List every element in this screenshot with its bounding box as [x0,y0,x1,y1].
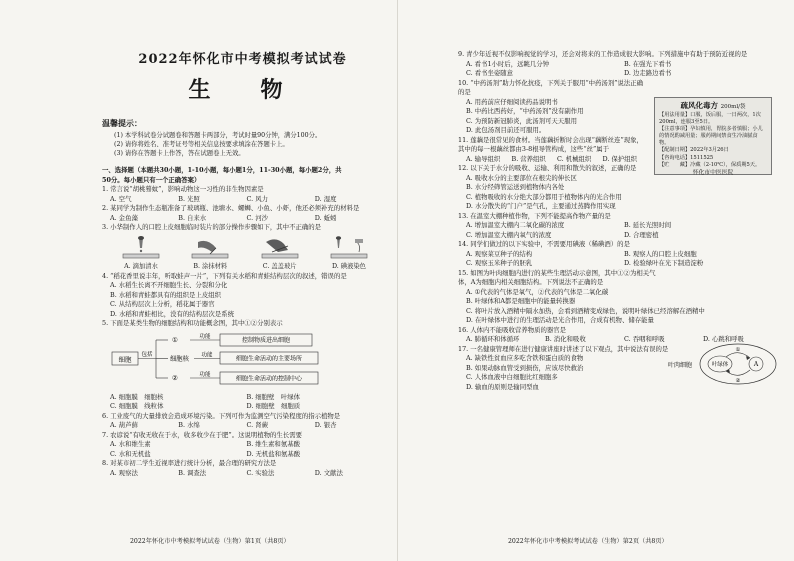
answer-option[interactable]: D. 在叶绿体中进行的生理活动是光合作用，合成有机物、储存能量 [466,316,654,324]
answer-option[interactable]: B. 中药比西药好，“中药汤剂”没有副作用 [466,107,584,115]
question-item [102,459,383,478]
answer-option[interactable]: C. 将叶片放入酒精中隔水加热，会看到酒精变成绿色，说明叶绿体已经溶解在酒精中 [466,306,705,315]
answer-option[interactable]: C. 实验法 [246,468,275,477]
answer-option[interactable]: C. 增加温室大棚内氧气的浓度 [466,230,552,239]
notice-item: (3) 请你在答题卡上作答，答在试题卷上无效。 [114,150,245,157]
question-stem: 1. 常言说“胡桃蓦蚊”，影响动物这一习性的非生物因素是 [102,185,264,193]
answer-option[interactable]: A. 吸收水分的主要部位在根尖的伸长区 [466,173,577,182]
diagram-arrow-bottom: ② [735,378,741,384]
question-item [102,204,383,223]
exam-title: 2022年怀化市中考模拟考试试卷 [138,52,347,67]
answer-option[interactable]: A. 缺铁性贫血应多吃含铁和蛋白质的食物 [466,354,584,362]
answer-option[interactable]: A. ①代表的气体是氧气，②代表的气体是二氧化碳 [466,287,609,296]
answer-option[interactable]: B. 水绵 [178,421,200,429]
answer-option[interactable]: A. 观察菜豆种子的结构 [466,249,533,258]
question-stem: 16. 人体内不能吸收营养物质的器官是 [458,325,567,334]
answer-option[interactable]: A. 空气 [110,194,132,203]
answer-option[interactable]: A. 观察法 [110,468,138,477]
step-image-c [249,236,311,271]
answer-option[interactable]: C. 风力 [246,194,269,203]
answer-option[interactable]: C. 肾蕨 [246,421,269,429]
question-item [102,185,383,204]
answer-option[interactable]: D. 无机盐和氨基酸 [246,449,301,458]
answer-option[interactable]: B. 调查法 [178,468,207,477]
answer-option[interactable]: A. 水和维生素 [110,440,151,448]
toothpick-smear-icon [188,236,232,262]
stain-dropper-icon [327,236,371,262]
exam-page-2 [397,0,794,561]
answer-options [466,155,648,165]
answer-option[interactable]: B. 在强光下看书 [624,59,672,68]
cell-concept-map [110,332,383,390]
question-stem: 5. 下面是某类生物的细胞结构和功能概念图，其中①②分别表示 [102,319,283,327]
answer-option[interactable]: B. 细胞壁 叶绿体 [246,392,300,401]
answer-option[interactable]: C. 看书坐姿随意 [466,69,514,77]
answer-option[interactable]: B. 水稻和青蛙都具有的组织是上皮组织 [110,290,222,299]
question-item [458,240,782,269]
concept-part-1: ① [172,336,178,344]
answer-option[interactable]: C. 细胞膜 线粒体 [110,402,164,410]
question-stem: 4. “稻花香里说丰年，听取蛙声一片”，下列有关水稻和青蛙结构层次的叙述，错误的是 [102,271,347,280]
question-item [102,412,383,431]
leaflet-row: 【贮 藏】冷藏（2-10℃），保质期5天。 [659,161,761,168]
question-item [458,79,648,136]
answer-option[interactable]: A. 肺循环和体循环 [466,335,520,343]
answer-options [110,393,383,412]
question-list [102,185,383,478]
answer-options [110,421,383,431]
leaflet-row: 【用法用量】口服，饭后服，一日两次，1次200ml，连服3至5日。 [659,112,761,126]
question-stem: 13. 在温室大棚种植作物，下列不能提高作物产量的是 [458,211,611,220]
answer-option[interactable]: A. 增加温室大棚内二氧化碳的浓度 [466,221,565,229]
notice-item: (2) 请你将姓名、准考证号等相关信息按要求填涂在答题卡上。 [114,141,289,148]
question-item [102,223,383,271]
answer-option[interactable]: C. 河沙 [246,213,269,222]
question-stem: 15. 如图为叶肉细胞内进行的某些生理活动示意图，其中①②为相关气体，A为细胞内相关细胞结构。下列说法不正确的是 [458,268,656,286]
coverslip-icon [258,236,302,262]
answer-option[interactable]: A. 输导组织 [466,154,501,163]
concept-function-2: 细胞生命活动的主要场所 [235,355,303,362]
question-stem: 3. 小华制作人的口腔上皮细胞临时装片的部分操作步骤如下，其中不正确的是 [102,223,322,231]
step-image-label: A. 滴加清水 [124,262,158,270]
notice-heading: 温馨提示： [102,118,142,128]
question-item [102,431,383,460]
concept-function-3: 细胞生命活动的控制中心 [235,375,303,382]
question-stem: 7. 农谚说“有收无收在于水，收多收少在于肥”。这说明植物的生长需要 [102,430,302,439]
answer-option[interactable]: D. 边走路边看书 [624,69,672,77]
answer-option[interactable]: B. 光照 [178,194,200,203]
exam-subject: 生 物 [188,77,297,103]
answer-option[interactable]: A. 用药前应仔细阅读药品说明书 [466,97,558,106]
notice-item: (1) 本学科试卷分试题卷和答题卡两部分，考试时量90分钟，满分100分。 [114,132,322,139]
answer-option[interactable]: D. 心跳和呼吸 [703,335,744,343]
concept-link-1: 功能 [199,333,211,340]
question-item [458,136,648,165]
dropper-slide-icon [119,236,163,262]
answer-option[interactable]: D. 银杏 [314,421,337,429]
question-stem: 10. “中药汤剂”助力怀化抗疫，下列关于服用“中药汤剂”说法正确的是 [458,78,644,96]
answer-option[interactable]: C. 观察玉米种子的胚乳 [466,259,533,267]
answer-option[interactable]: B. 水分经筛管运送到植物体内各处 [466,183,565,191]
answer-options [466,60,782,79]
page-footer: 2022年怀化市中考模拟考试试卷（生物）第1页（共8页） [130,538,290,545]
concept-link-2: 功能 [201,352,213,358]
answer-option[interactable]: C. 水和无机盐 [110,449,151,458]
concept-map-diagram [110,332,380,386]
leaf-cell-diagram [668,342,778,386]
answer-option[interactable]: D. 蚯蚓 [314,213,337,222]
answer-option[interactable]: C. 吞咽和呼吸 [624,335,665,343]
step-image-d [318,236,380,271]
page-footer: 2022年怀化市中考模拟考试试卷（生物）第2页（共8页） [508,538,668,545]
section-heading-cont: 50分。每小题只有一个正确答案） [102,175,201,184]
answer-options [110,440,383,459]
answer-option[interactable]: D. 此包汤剂目前还可服用。 [466,126,546,134]
question-stem: 14. 同学们做过的以下实验中，不需要用碘液（稀碘酒）的是 [458,240,630,248]
diagram-cell-label: 叶肉细胞 [668,362,693,369]
section-heading: 一、选择题（本题共30小题，1-10小题，每小题1分，11-30小题，每小题2分，共 [102,166,342,174]
answer-option[interactable]: D. 湿度 [314,194,337,203]
answer-options [466,250,782,269]
answer-options [110,281,383,319]
question-stem: 11. 莲藕是很常见的食材。当莲藕折断时会出现“藕断丝连”现象，其中的每一根藕丝都由3-8根导管构成，这些“丝”属于 [458,135,643,153]
step-image-label: D. 碘液染色 [331,262,366,270]
concept-part-2: 细胞核 [170,355,189,362]
answer-option[interactable]: A. 细胞膜 细胞核 [110,392,164,401]
concept-part-3: ② [172,374,178,382]
answer-options [110,195,383,205]
concept-root: 细胞 [118,355,132,363]
answer-option[interactable]: A. 水稻生长离不开细胞生长、分裂和分化 [110,281,228,289]
answer-option[interactable]: D. 细胞壁 细胞质 [246,402,301,410]
answer-options [466,288,782,326]
question-stem: 12. 以下关于水分的吸收、运输、利用和散失的叙述，正确的是 [458,164,637,172]
answer-option[interactable]: D. 合理密植 [624,230,659,239]
leaflet-row: 【配制日期】2022年3月26日 [659,147,729,154]
answer-option[interactable]: B. 维生素和氨基酸 [246,440,300,448]
step-image-label: C. 盖盖玻片 [262,262,297,270]
answer-option[interactable]: C. 人体血液中白细胞比红细胞多 [466,373,558,381]
step-images [110,236,380,271]
concept-link-3: 功能 [199,371,211,378]
notice-list [102,131,383,158]
question-item [458,50,782,79]
answer-option[interactable]: C. 从结构层次上分析，稻花属于器官 [110,300,215,308]
step-image-a [110,236,172,271]
question-item [458,212,782,241]
question-stem: 9. 青少年近视不仅影响视觉的学习，还会对将来的工作造成很大影响。下列措施中有助于预防近视的是 [458,50,748,58]
answer-options [466,174,782,212]
answer-option[interactable]: D. 文献法 [314,468,343,477]
step-image-label: B. 涂抹材料 [193,262,228,270]
answer-option[interactable]: B. 延长光照时间 [624,221,672,229]
leaflet-row: 【注意事项】孕妇慎用，胃脘多者慎服；小儿的情况酌减用量；服药期间禁食生冷油腻食物。 [659,126,763,147]
answer-option[interactable]: B. 如果动脉血管受到损伤，应该尽快救治 [466,363,584,372]
question-stem: 8. 对某市初二学生近视率进行统计分析，最合理的研究方法是 [102,459,277,467]
answer-option[interactable]: D. 检验绿叶在光下制造淀粉 [624,259,704,267]
question-item [102,272,383,320]
answer-option[interactable]: C. 为预防新冠肺炎，此汤剂可天天服用 [466,116,577,125]
leaflet-row: 【咨询电话】1511525 [659,154,714,161]
answer-options [110,469,383,479]
leaflet-issuer: 怀化市中医医院 [692,169,734,176]
answer-options [110,214,383,224]
question-stem: 2. 某同学为制作生态瓶准备了玻璃瓶、池塘水、螺蛳、小鱼、小虾，他还必须补充的材料是 [102,204,360,212]
question-stem: 6. 工业废气的大量排放会造成环境污染。下列可作为监测空气污染程度的指示植物是 [102,411,341,420]
answer-option[interactable]: B. 叶绿体和A都是细胞中的能量转换器 [466,297,576,305]
answer-options [466,98,648,136]
answer-option[interactable]: B. 营养组织 [511,154,546,163]
answer-option[interactable]: A. 葫芦藓 [110,421,138,429]
leaf-cell-diagram-wrap [668,342,778,390]
answer-option[interactable]: D. 水分散失的“门户”是气孔，主要通过蒸腾作用实现 [466,202,616,210]
answer-options [466,221,782,240]
question-item [102,319,383,412]
answer-option[interactable]: D. 水稻和青蛙相比，没有的结构层次是系统 [110,309,234,318]
question-item [458,269,782,326]
question-stem: 17. 一名健康管理师在进行健康讲座时讲述了以下观点，其中说法有误的是 [458,344,669,353]
medicine-leaflet [654,97,772,175]
diagram-arrow-top: ① [735,347,741,353]
answer-option[interactable]: D. 输血的原则是输同型血 [466,382,539,391]
step-image-b [179,236,241,271]
concept-link-head: 包括 [141,351,153,358]
diagram-chloroplast-label: 叶绿体 [711,362,729,368]
answer-option[interactable]: B. 自来水 [178,213,207,222]
answer-option[interactable]: A. 看书1小时后，远眺几分钟 [466,59,550,68]
diagram-a-label: A [753,361,759,368]
answer-option[interactable]: B. 消化和吸收 [545,335,586,343]
leaflet-title: 疏风化毒方 200ml/袋 [680,101,746,110]
answer-option[interactable]: D. 保护组织 [602,154,638,163]
concept-function-1: 控制物质进出细胞 [241,336,291,344]
answer-option[interactable]: A. 金鱼藻 [110,213,138,222]
answer-option[interactable]: B. 观察人的口腔上皮细胞 [624,249,697,258]
answer-option[interactable]: C. 植物吸收的水分绝大部分都用于植物体内的光合作用 [466,192,622,201]
answer-option[interactable]: C. 机械组织 [557,154,592,163]
